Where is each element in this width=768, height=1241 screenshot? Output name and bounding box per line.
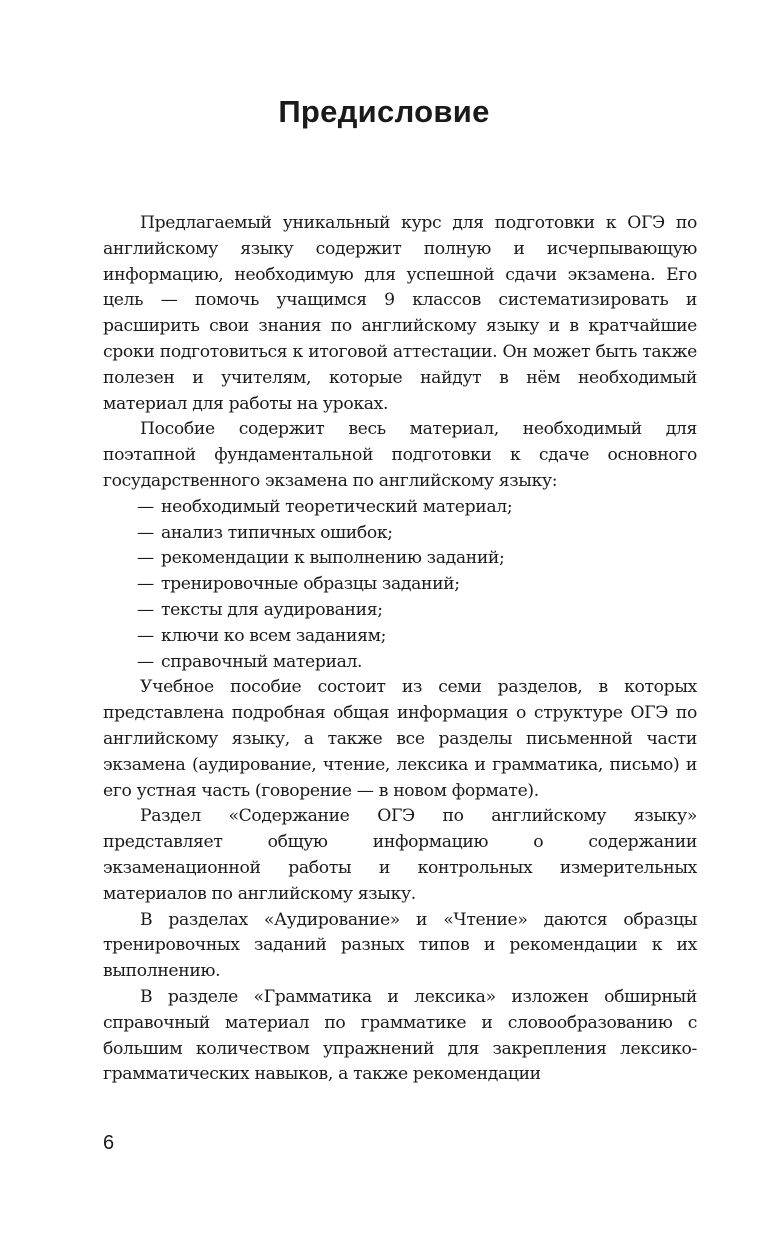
paragraph-content-section: Раздел «Содержание ОГЭ по английскому языку» представляет общую информацию о содержании экзаменационной работы и контрольных измерительных материалов по английскому языку. (103, 806, 697, 904)
list-dash: — (137, 625, 154, 646)
paragraph-contents: Пособие содержит весь материал, необходимый для поэтапной фундаментальной подготовки к сдаче основного государственного экзамена по английскому языку: (103, 419, 697, 491)
page-number: 6 (103, 1132, 115, 1154)
list-item-text: необходимый теоретический материал; (161, 496, 513, 517)
list-item (103, 495, 697, 521)
list-dash: — (137, 496, 154, 517)
paragraph-intro: Предлагаемый уникальный курс для подготовки к ОГЭ по английскому языку содержит полную и исчерпывающую информацию, необходимую для успешной сдачи экзамена. Его цель — помочь учащимся 9 классов систематизировать и расширить свои знания по английскому языку и в кратчайшие сроки подготовиться к итоговой аттестации. Он может быть также полезен и учителям, которые найдут в нём необходимый материал для работы на уроках. (103, 213, 697, 414)
list-item (103, 598, 697, 624)
list-item-text: анализ типичных ошибок; (161, 522, 393, 543)
list-item (103, 572, 697, 598)
list-dash: — (137, 574, 154, 595)
contents-list (103, 495, 697, 676)
page-title: Предисловие (278, 94, 490, 129)
list-item-text: рекомендации к выполнению заданий; (161, 548, 505, 569)
list-item (103, 650, 697, 676)
list-item (103, 521, 697, 547)
list-item (103, 546, 697, 572)
list-item-text: тексты для аудирования; (161, 599, 383, 620)
list-item-text: ключи ко всем заданиям; (161, 625, 387, 646)
paragraph-listening-reading: В разделах «Аудирование» и «Чтение» даются образцы тренировочных заданий разных типов и рекомендации к их выполнению. (103, 909, 697, 982)
list-dash: — (137, 548, 154, 569)
list-dash: — (137, 651, 154, 672)
list-dash: — (137, 522, 154, 543)
list-item-text: тренировочные образцы заданий; (161, 574, 460, 595)
paragraph-structure: Учебное пособие состоит из семи разделов, в которых представлена подробная общая информация о структуре ОГЭ по английскому языку, а также все разделы письменной части экзамена (аудирование, чтение, лексика и грамматика, письмо) и его устная часть (говорение — в новом формате). (103, 677, 697, 801)
list-item-text: справочный материал. (161, 651, 363, 672)
list-item (103, 624, 697, 650)
list-dash: — (137, 599, 154, 620)
paragraph-grammar: В разделе «Грамматика и лексика» изложен обширный справочный материал по грамматике и словообразованию с большим количеством упражнений для закрепления лексико-грамматических навыков, а также рекомендации (103, 986, 697, 1085)
body-text (103, 211, 697, 1088)
